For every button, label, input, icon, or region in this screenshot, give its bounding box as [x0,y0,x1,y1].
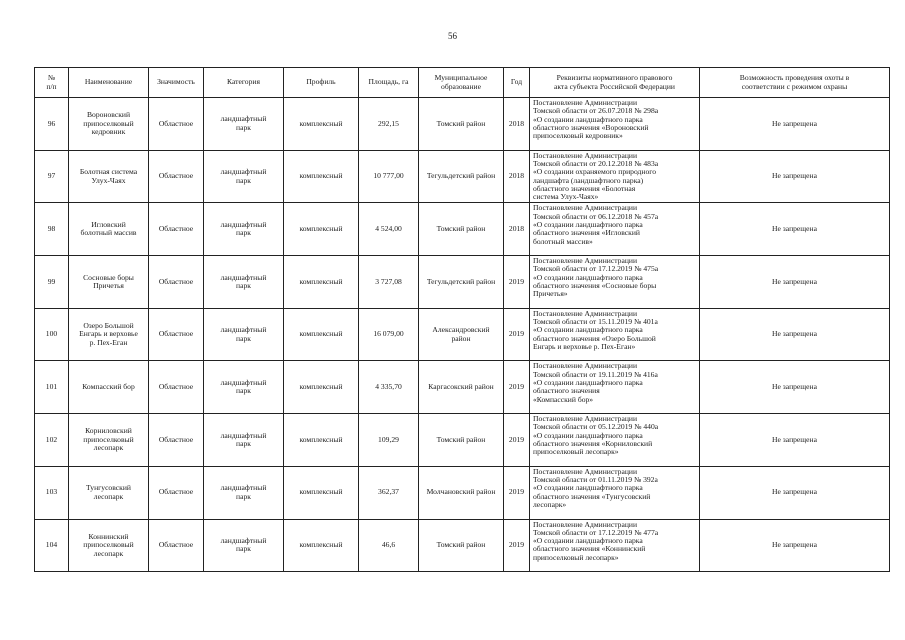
header-requisites: Реквизиты нормативного правового акта субъекта Российской Федерации [530,68,700,98]
cell-year: 2019 [504,519,530,572]
cell-area: 10 777,00 [359,150,419,203]
cell-requisites: Постановление Администрации Томской области от 20.12.2018 № 483а «О создании охраняемого природного ландшафта (ландшафтного парка) областного значения «Болотная система Улух-Чаях» [530,150,700,203]
cell-requisites: Постановление Администрации Томской области от 15.11.2019 № 401а «О создании ландшафтного парка областного значения «Озеро Большой Енгарь и верховье р. Пех-Еган» [530,308,700,361]
cell-name: Коннинский припоселковый лесопарк [69,519,149,572]
cell-year: 2019 [504,414,530,467]
cell-num: 98 [35,203,69,256]
cell-hunting: Не запрещена [700,203,890,256]
cell-name: Вороновский припоселковый кедровник [69,98,149,151]
cell-category: ландшафтный парк [204,98,284,151]
cell-profile: комплексный [284,361,359,414]
cell-num: 100 [35,308,69,361]
cell-category: ландшафтный парк [204,414,284,467]
cell-profile: комплексный [284,414,359,467]
cell-num: 97 [35,150,69,203]
cell-category: ландшафтный парк [204,361,284,414]
cell-area: 362,37 [359,466,419,519]
cell-category: ландшафтный парк [204,150,284,203]
cell-area: 109,29 [359,414,419,467]
cell-municipality: Тегульдетский район [419,150,504,203]
table-body [35,98,890,572]
cell-profile: комплексный [284,308,359,361]
table-row [35,203,890,256]
cell-significance: Областное [149,308,204,361]
header-num: № п/п [35,68,69,98]
header-area: Площадь, га [359,68,419,98]
cell-requisites: Постановление Администрации Томской области от 06.12.2018 № 457а «О создании ландшафтного парка областного значения «Игловский болотный массив» [530,203,700,256]
cell-requisites: Постановление Администрации Томской области от 01.11.2019 № 392а «О создании ландшафтного парка областного значения «Тунгусовский лесопарк» [530,466,700,519]
table-row [35,361,890,414]
cell-municipality: Александровский район [419,308,504,361]
header-name: Наименование [69,68,149,98]
cell-municipality: Каргасокский район [419,361,504,414]
cell-area: 292,15 [359,98,419,151]
cell-num: 99 [35,256,69,309]
cell-significance: Областное [149,466,204,519]
cell-requisites: Постановление Администрации Томской области от 26.07.2018 № 298а «О создании ландшафтного парка областного значения «Вороновский припоселковый кедровник» [530,98,700,151]
header-municipality: Муниципальное образование [419,68,504,98]
cell-municipality: Томский район [419,98,504,151]
cell-municipality: Томский район [419,414,504,467]
cell-name: Компасский бор [69,361,149,414]
cell-hunting: Не запрещена [700,150,890,203]
cell-name: Игловский болотный массив [69,203,149,256]
cell-category: ландшафтный парк [204,308,284,361]
table-row [35,519,890,572]
cell-area: 4 524,00 [359,203,419,256]
cell-significance: Областное [149,150,204,203]
cell-hunting: Не запрещена [700,519,890,572]
page-number: 56 [448,31,457,41]
cell-profile: комплексный [284,256,359,309]
cell-name: Тунгусовский лесопарк [69,466,149,519]
cell-municipality: Тегульдетский район [419,256,504,309]
cell-requisites: Постановление Администрации Томской области от 17.12.2019 № 477а «О создании ландшафтного парка областного значения «Коннинский припоселковый лесопарк» [530,519,700,572]
cell-num: 104 [35,519,69,572]
cell-year: 2019 [504,361,530,414]
header-year: Год [504,68,530,98]
cell-year: 2018 [504,203,530,256]
cell-significance: Областное [149,98,204,151]
cell-year: 2019 [504,308,530,361]
cell-hunting: Не запрещена [700,256,890,309]
cell-municipality: Молчановский район [419,466,504,519]
cell-profile: комплексный [284,150,359,203]
table-row [35,98,890,151]
cell-area: 4 335,70 [359,361,419,414]
cell-category: ландшафтный парк [204,203,284,256]
cell-area: 46,6 [359,519,419,572]
header-significance: Значимость [149,68,204,98]
cell-category: ландшафтный парк [204,466,284,519]
protected-areas-table [34,67,890,572]
header-profile: Профиль [284,68,359,98]
cell-significance: Областное [149,361,204,414]
cell-year: 2019 [504,256,530,309]
cell-num: 103 [35,466,69,519]
cell-area: 3 727,08 [359,256,419,309]
table-row [35,466,890,519]
header-hunting: Возможность проведения охоты в соответствии с режимом охраны [700,68,890,98]
cell-hunting: Не запрещена [700,361,890,414]
cell-category: ландшафтный парк [204,256,284,309]
cell-category: ландшафтный парк [204,519,284,572]
cell-requisites: Постановление Администрации Томской области от 19.11.2019 № 416а «О создании ландшафтного парка областного значения «Компасский бор» [530,361,700,414]
cell-num: 102 [35,414,69,467]
table-row [35,414,890,467]
cell-hunting: Не запрещена [700,414,890,467]
cell-hunting: Не запрещена [700,308,890,361]
cell-hunting: Не запрещена [700,466,890,519]
cell-significance: Областное [149,203,204,256]
cell-name: Сосновые боры Причетья [69,256,149,309]
cell-year: 2019 [504,466,530,519]
cell-year: 2018 [504,150,530,203]
cell-municipality: Томский район [419,519,504,572]
cell-num: 96 [35,98,69,151]
cell-municipality: Томский район [419,203,504,256]
table-row [35,308,890,361]
cell-significance: Областное [149,256,204,309]
cell-name: Корниловский припоселковый лесопарк [69,414,149,467]
cell-profile: комплексный [284,98,359,151]
table-header-row [35,68,890,98]
cell-hunting: Не запрещена [700,98,890,151]
cell-area: 16 079,00 [359,308,419,361]
cell-significance: Областное [149,414,204,467]
header-category: Категория [204,68,284,98]
cell-significance: Областное [149,519,204,572]
cell-requisites: Постановление Администрации Томской области от 05.12.2019 № 440а «О создании ландшафтного парка областного значения «Корниловский припоселковый лесопарк» [530,414,700,467]
cell-profile: комплексный [284,519,359,572]
cell-profile: комплексный [284,466,359,519]
cell-name: Болотная система Улух-Чаях [69,150,149,203]
cell-requisites: Постановление Администрации Томской области от 17.12.2019 № 475а «О создании ландшафтного парка областного значения «Сосновые боры Причетья» [530,256,700,309]
cell-year: 2018 [504,98,530,151]
table-row [35,150,890,203]
table-row [35,256,890,309]
cell-num: 101 [35,361,69,414]
cell-profile: комплексный [284,203,359,256]
cell-name: Озеро Большой Енгарь и верховье р. Пех-Еган [69,308,149,361]
